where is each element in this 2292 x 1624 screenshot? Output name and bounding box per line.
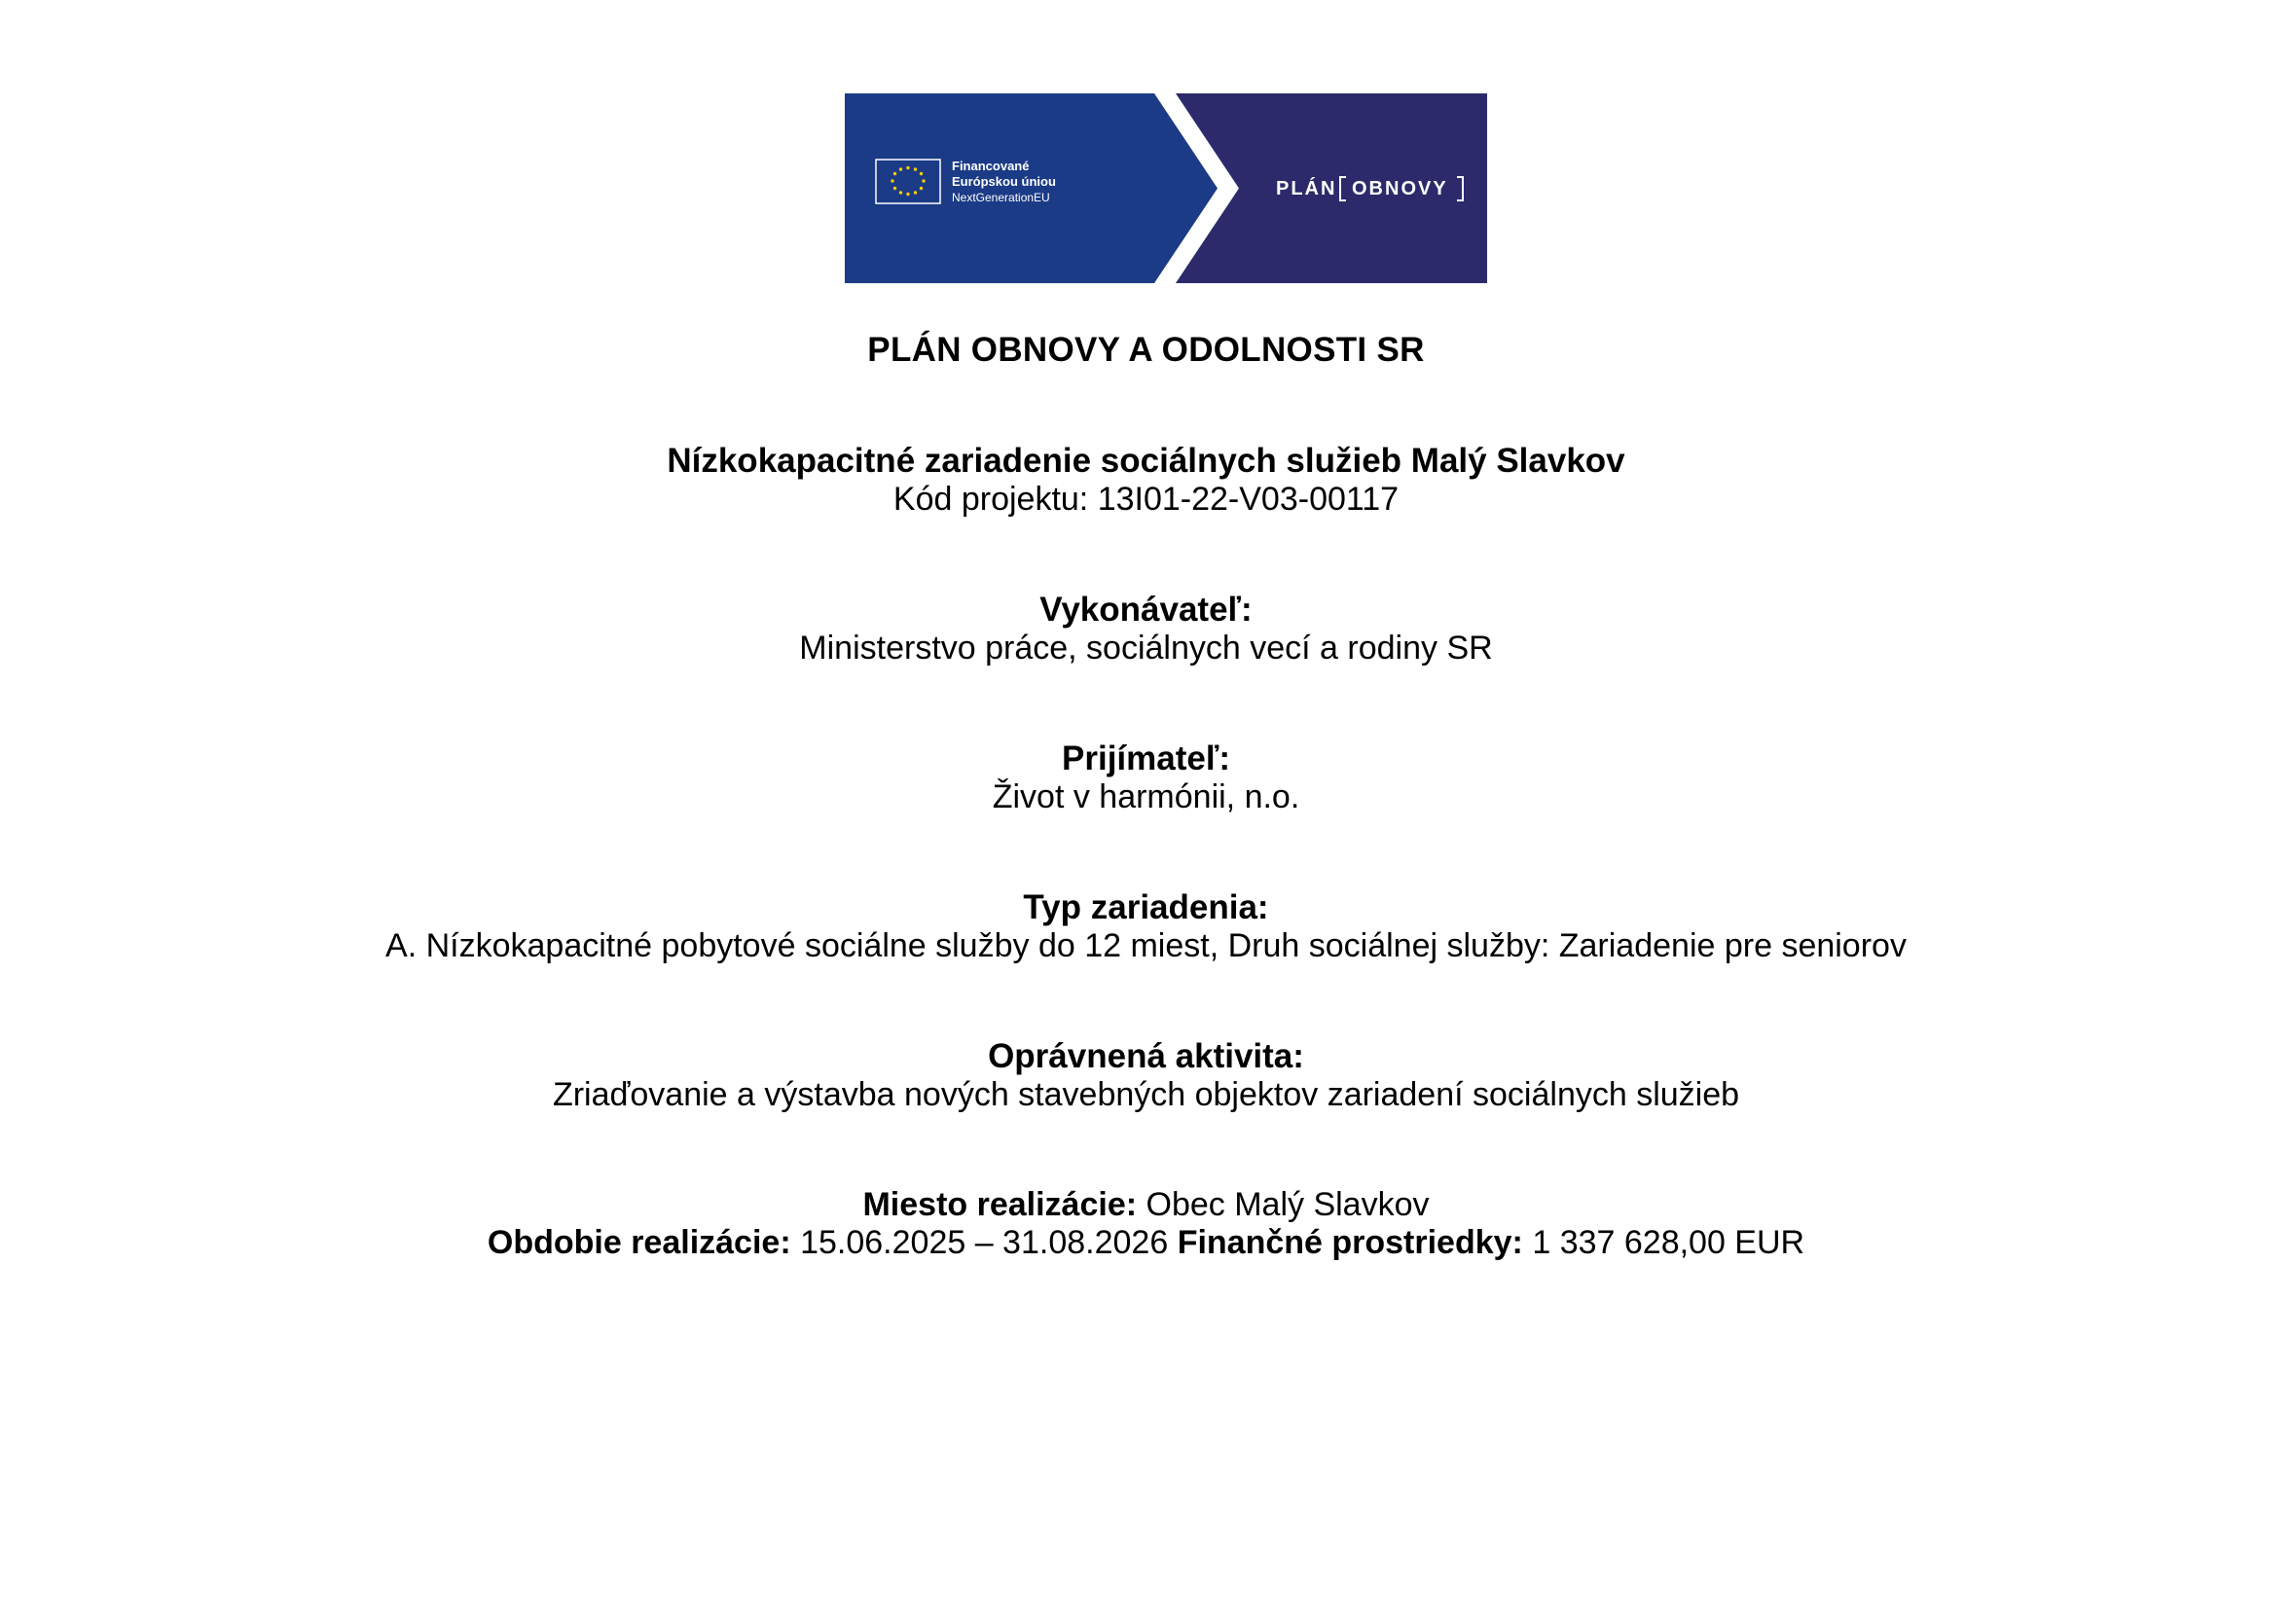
- period-and-funds-line: [0, 1224, 2292, 1262]
- project-code: Kód projektu: 13I01-22-V03-00117: [892, 481, 1400, 518]
- project-name: Nízkokapacitné zariadenie sociálnych služieb Malý Slavkov: [667, 442, 1625, 480]
- funds-value: 1 337 628,00 EUR: [1532, 1224, 1805, 1261]
- eu-text-line2: Európskou úniou: [952, 174, 1056, 189]
- document-body: [0, 331, 2292, 1262]
- place-of-realization-line: [0, 1186, 2292, 1224]
- plan-obnovy-word-obnovy: OBNOVY: [1352, 178, 1448, 199]
- place-label: Miesto realizácie:: [862, 1186, 1138, 1223]
- section-heading-typ-zariadenia: Typ zariadenia:: [1023, 888, 1269, 926]
- section-body-prijimatel: Život v harmónii, n.o.: [992, 778, 1300, 815]
- plan-obnovy-word-plan: PLÁN: [1276, 178, 1337, 199]
- section-body-typ-zariadenia: A. Nízkokapacitné pobytové sociálne služby do 12 miest, Druh sociálnej služby: Zariadenie pre seniorov: [385, 927, 1907, 964]
- section-heading-prijimatel: Prijímateľ:: [1062, 740, 1230, 777]
- eu-flag-icon: [876, 160, 940, 203]
- eu-plan-obnovy-banner: [845, 93, 1487, 283]
- eu-text-line3: NextGenerationEU: [952, 191, 1050, 204]
- period-value: 15.06.2025 – 31.08.2026: [800, 1224, 1169, 1261]
- place-value: Obec Malý Slavkov: [1146, 1186, 1430, 1223]
- section-heading-opravnena-aktivita: Oprávnená aktivita:: [988, 1037, 1304, 1075]
- section-body-vykonavatel: Ministerstvo práce, sociálnych vecí a rodiny SR: [799, 630, 1493, 667]
- funds-label: Finančné prostriedky:: [1177, 1224, 1523, 1261]
- section-body-opravnena-aktivita: Zriaďovanie a výstavba nových stavebných objektov zariadení sociálnych služieb: [552, 1076, 1740, 1113]
- eu-text-line1: Financované: [952, 159, 1030, 173]
- page-title: PLÁN OBNOVY A ODOLNOSTI SR: [867, 331, 1425, 369]
- section-heading-vykonavatel: Vykonávateľ:: [1039, 591, 1253, 629]
- period-label: Obdobie realizácie:: [487, 1224, 791, 1261]
